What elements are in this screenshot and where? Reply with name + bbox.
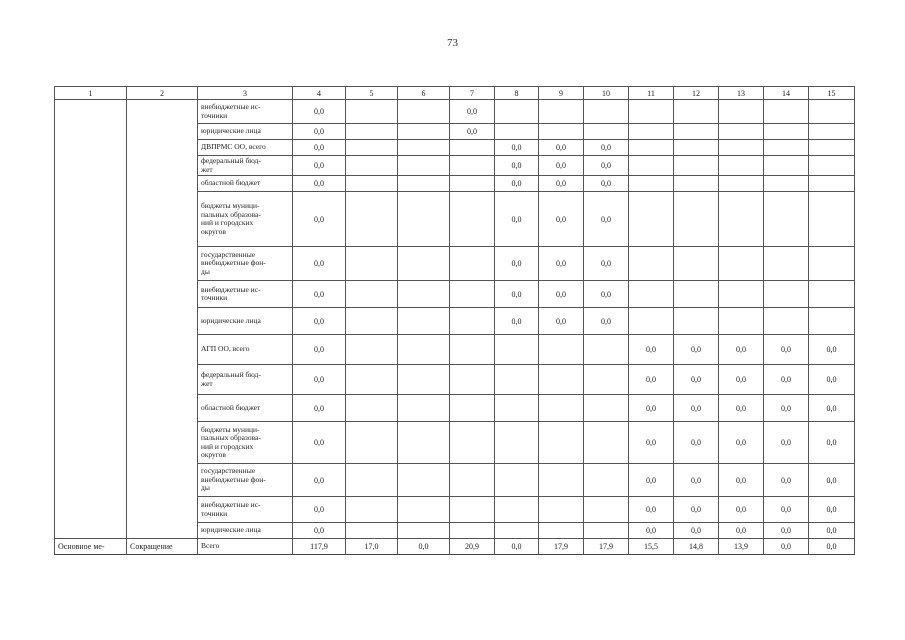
value-cell [346, 308, 398, 335]
value-cell [346, 192, 398, 247]
value-cell [539, 395, 584, 422]
value-cell [450, 464, 495, 497]
value-cell: 0,0 [398, 539, 450, 555]
row-label: федеральный бюд- жет [198, 365, 293, 395]
value-cell: 0,0 [674, 395, 719, 422]
value-cell: 0,0 [719, 335, 764, 365]
value-cell [495, 395, 539, 422]
value-cell: 0,0 [293, 523, 346, 539]
value-cell [629, 247, 674, 281]
row-label: областной бюджет [198, 176, 293, 192]
value-cell [584, 100, 629, 124]
value-cell [809, 176, 855, 192]
value-cell [398, 281, 450, 308]
value-cell: 0,0 [809, 422, 855, 464]
value-cell: 0,0 [539, 247, 584, 281]
value-cell: 0,0 [719, 365, 764, 395]
page-number: 73 [447, 37, 458, 49]
value-cell: 0,0 [764, 335, 809, 365]
value-cell [809, 140, 855, 156]
value-cell [495, 464, 539, 497]
value-cell [674, 192, 719, 247]
row-label: Всего [198, 539, 293, 555]
value-cell: 0,0 [293, 365, 346, 395]
value-cell [584, 335, 629, 365]
value-cell [450, 422, 495, 464]
value-cell: 0,0 [719, 422, 764, 464]
value-cell: 0,0 [584, 176, 629, 192]
value-cell: 0,0 [809, 523, 855, 539]
value-cell: 0,0 [674, 464, 719, 497]
row-label: бюджеты муници- пальных образова- ний и городских округов [198, 422, 293, 464]
value-cell: 0,0 [293, 422, 346, 464]
total-row [55, 539, 855, 555]
value-cell [584, 523, 629, 539]
value-cell: 0,0 [450, 100, 495, 124]
row-label: юридические лица [198, 124, 293, 140]
value-cell: 0,0 [293, 100, 346, 124]
value-cell [629, 308, 674, 335]
value-cell: 0,0 [539, 156, 584, 176]
value-cell [450, 281, 495, 308]
header-cell: 7 [450, 87, 495, 100]
value-cell [398, 422, 450, 464]
table-row [55, 100, 855, 124]
value-cell [764, 308, 809, 335]
value-cell: 0,0 [539, 192, 584, 247]
value-cell [398, 176, 450, 192]
value-cell [629, 192, 674, 247]
value-cell: 0,0 [719, 497, 764, 523]
value-cell: 0,0 [293, 156, 346, 176]
value-cell: 0,0 [293, 497, 346, 523]
value-cell [764, 281, 809, 308]
value-cell: 0,0 [764, 464, 809, 497]
value-cell: 0,0 [293, 464, 346, 497]
value-cell: 17,0 [346, 539, 398, 555]
value-cell: 0,0 [674, 523, 719, 539]
value-cell [450, 365, 495, 395]
value-cell: 0,0 [450, 124, 495, 140]
header-cell: 10 [584, 87, 629, 100]
value-cell [539, 365, 584, 395]
value-cell: 0,0 [584, 308, 629, 335]
row-label: внебюджетные ис- точники [198, 100, 293, 124]
value-cell: 0,0 [629, 523, 674, 539]
value-cell [398, 335, 450, 365]
value-cell: 0,0 [764, 395, 809, 422]
value-cell [398, 124, 450, 140]
value-cell: 0,0 [674, 422, 719, 464]
header-cell: 1 [55, 87, 127, 100]
value-cell [674, 124, 719, 140]
header-cell: 2 [127, 87, 198, 100]
header-cell: 13 [719, 87, 764, 100]
value-cell: 0,0 [674, 497, 719, 523]
value-cell [495, 335, 539, 365]
value-cell: 0,0 [719, 464, 764, 497]
value-cell [674, 156, 719, 176]
value-cell: 0,0 [539, 140, 584, 156]
value-cell [809, 156, 855, 176]
value-cell: 14,8 [674, 539, 719, 555]
value-cell [584, 395, 629, 422]
value-cell [764, 247, 809, 281]
value-cell [674, 100, 719, 124]
value-cell [809, 247, 855, 281]
value-cell: 20,9 [450, 539, 495, 555]
value-cell [398, 140, 450, 156]
value-cell [495, 497, 539, 523]
value-cell: 13,9 [719, 539, 764, 555]
value-cell [450, 247, 495, 281]
value-cell [450, 395, 495, 422]
value-cell: 0,0 [495, 308, 539, 335]
value-cell [674, 176, 719, 192]
budget-table [54, 86, 855, 555]
header-cell: 14 [764, 87, 809, 100]
value-cell [539, 497, 584, 523]
value-cell [629, 176, 674, 192]
value-cell: 0,0 [809, 539, 855, 555]
value-cell: 0,0 [629, 365, 674, 395]
value-cell: 0,0 [495, 539, 539, 555]
value-cell [719, 247, 764, 281]
value-cell [450, 156, 495, 176]
value-cell [450, 523, 495, 539]
value-cell [346, 523, 398, 539]
value-cell: 0,0 [809, 335, 855, 365]
value-cell [539, 422, 584, 464]
value-cell [674, 308, 719, 335]
header-cell: 8 [495, 87, 539, 100]
row-label: бюджеты муници- пальных образова- ний и городских округов [198, 192, 293, 247]
value-cell [764, 100, 809, 124]
value-cell [674, 247, 719, 281]
value-cell [398, 365, 450, 395]
value-cell [398, 156, 450, 176]
value-cell: 0,0 [674, 335, 719, 365]
value-cell: 0,0 [293, 247, 346, 281]
header-cell: 3 [198, 87, 293, 100]
value-cell [539, 523, 584, 539]
table-body [55, 87, 855, 555]
row-group-cell [127, 100, 198, 539]
row-label: федеральный бюд- жет [198, 156, 293, 176]
value-cell [346, 365, 398, 395]
value-cell [629, 100, 674, 124]
value-cell: 117,9 [293, 539, 346, 555]
value-cell [764, 124, 809, 140]
value-cell [398, 192, 450, 247]
value-cell [539, 464, 584, 497]
row-label: внебюджетные ис- точники [198, 497, 293, 523]
header-cell: 6 [398, 87, 450, 100]
value-cell: 0,0 [293, 176, 346, 192]
value-cell: 0,0 [539, 281, 584, 308]
value-cell: 0,0 [495, 140, 539, 156]
value-cell: 0,0 [809, 395, 855, 422]
value-cell [346, 464, 398, 497]
value-cell [629, 140, 674, 156]
value-cell [539, 335, 584, 365]
value-cell [398, 497, 450, 523]
value-cell [629, 281, 674, 308]
value-cell [539, 100, 584, 124]
value-cell [809, 100, 855, 124]
value-cell: 0,0 [629, 395, 674, 422]
value-cell [346, 281, 398, 308]
value-cell [450, 176, 495, 192]
value-cell [764, 140, 809, 156]
value-cell [674, 140, 719, 156]
header-cell: 11 [629, 87, 674, 100]
value-cell [346, 176, 398, 192]
value-cell [809, 308, 855, 335]
value-cell [584, 497, 629, 523]
value-cell: 0,0 [629, 464, 674, 497]
value-cell: 0,0 [764, 523, 809, 539]
value-cell [719, 308, 764, 335]
activity-name-cell: Основное ме- [55, 539, 127, 555]
row-label: государственные внебюджетные фон- ды [198, 464, 293, 497]
row-group-cell [55, 100, 127, 539]
value-cell: 0,0 [293, 395, 346, 422]
value-cell: 17,9 [584, 539, 629, 555]
value-cell [346, 335, 398, 365]
value-cell: 0,0 [293, 281, 346, 308]
activity-type-cell: Сокращение [127, 539, 198, 555]
value-cell [346, 497, 398, 523]
value-cell [398, 464, 450, 497]
value-cell [584, 422, 629, 464]
value-cell [764, 176, 809, 192]
value-cell [719, 192, 764, 247]
header-cell: 15 [809, 87, 855, 100]
value-cell: 0,0 [674, 365, 719, 395]
value-cell [719, 281, 764, 308]
value-cell: 0,0 [539, 308, 584, 335]
header-cell: 4 [293, 87, 346, 100]
value-cell [398, 308, 450, 335]
value-cell [584, 124, 629, 140]
value-cell [495, 124, 539, 140]
value-cell [450, 192, 495, 247]
header-row [55, 87, 855, 100]
value-cell [629, 124, 674, 140]
value-cell [809, 281, 855, 308]
value-cell: 0,0 [293, 192, 346, 247]
value-cell: 0,0 [584, 140, 629, 156]
value-cell: 0,0 [764, 365, 809, 395]
value-cell [398, 395, 450, 422]
value-cell [495, 523, 539, 539]
value-cell: 0,0 [809, 365, 855, 395]
value-cell [809, 192, 855, 247]
value-cell [495, 365, 539, 395]
value-cell: 0,0 [495, 176, 539, 192]
value-cell: 0,0 [719, 523, 764, 539]
value-cell: 0,0 [584, 192, 629, 247]
value-cell [719, 176, 764, 192]
value-cell [764, 192, 809, 247]
value-cell: 0,0 [764, 539, 809, 555]
value-cell: 0,0 [495, 156, 539, 176]
value-cell [346, 395, 398, 422]
value-cell [584, 365, 629, 395]
value-cell: 0,0 [764, 497, 809, 523]
value-cell: 0,0 [809, 464, 855, 497]
value-cell [539, 124, 584, 140]
value-cell [346, 422, 398, 464]
value-cell [719, 156, 764, 176]
value-cell: 0,0 [629, 422, 674, 464]
value-cell: 17,9 [539, 539, 584, 555]
value-cell: 0,0 [495, 281, 539, 308]
value-cell [346, 247, 398, 281]
value-cell [398, 100, 450, 124]
value-cell: 0,0 [629, 335, 674, 365]
value-cell [346, 140, 398, 156]
value-cell [495, 422, 539, 464]
value-cell [450, 335, 495, 365]
value-cell: 0,0 [584, 247, 629, 281]
value-cell: 0,0 [719, 395, 764, 422]
value-cell: 15,5 [629, 539, 674, 555]
row-label: юридические лица [198, 308, 293, 335]
value-cell [450, 308, 495, 335]
value-cell [809, 124, 855, 140]
value-cell [346, 156, 398, 176]
value-cell [674, 281, 719, 308]
value-cell: 0,0 [584, 281, 629, 308]
row-label: юридические лица [198, 523, 293, 539]
value-cell [398, 523, 450, 539]
value-cell [719, 140, 764, 156]
value-cell [584, 464, 629, 497]
value-cell [719, 124, 764, 140]
value-cell: 0,0 [495, 192, 539, 247]
row-label: ДВПРМС ОО, всего [198, 140, 293, 156]
value-cell: 0,0 [539, 176, 584, 192]
row-label: внебюджетные ис- точники [198, 281, 293, 308]
header-cell: 12 [674, 87, 719, 100]
value-cell [450, 140, 495, 156]
value-cell [450, 497, 495, 523]
value-cell: 0,0 [764, 422, 809, 464]
value-cell: 0,0 [809, 497, 855, 523]
value-cell [629, 156, 674, 176]
value-cell: 0,0 [293, 335, 346, 365]
value-cell: 0,0 [293, 124, 346, 140]
row-label: областной бюджет [198, 395, 293, 422]
value-cell [346, 100, 398, 124]
value-cell: 0,0 [629, 497, 674, 523]
value-cell: 0,0 [584, 156, 629, 176]
row-label: АГП ОО, всего [198, 335, 293, 365]
value-cell: 0,0 [293, 308, 346, 335]
value-cell [346, 124, 398, 140]
value-cell [719, 100, 764, 124]
value-cell: 0,0 [495, 247, 539, 281]
header-cell: 9 [539, 87, 584, 100]
value-cell [764, 156, 809, 176]
value-cell [398, 247, 450, 281]
value-cell [495, 100, 539, 124]
row-label: государственные внебюджетные фон- ды [198, 247, 293, 281]
value-cell: 0,0 [293, 140, 346, 156]
header-cell: 5 [346, 87, 398, 100]
